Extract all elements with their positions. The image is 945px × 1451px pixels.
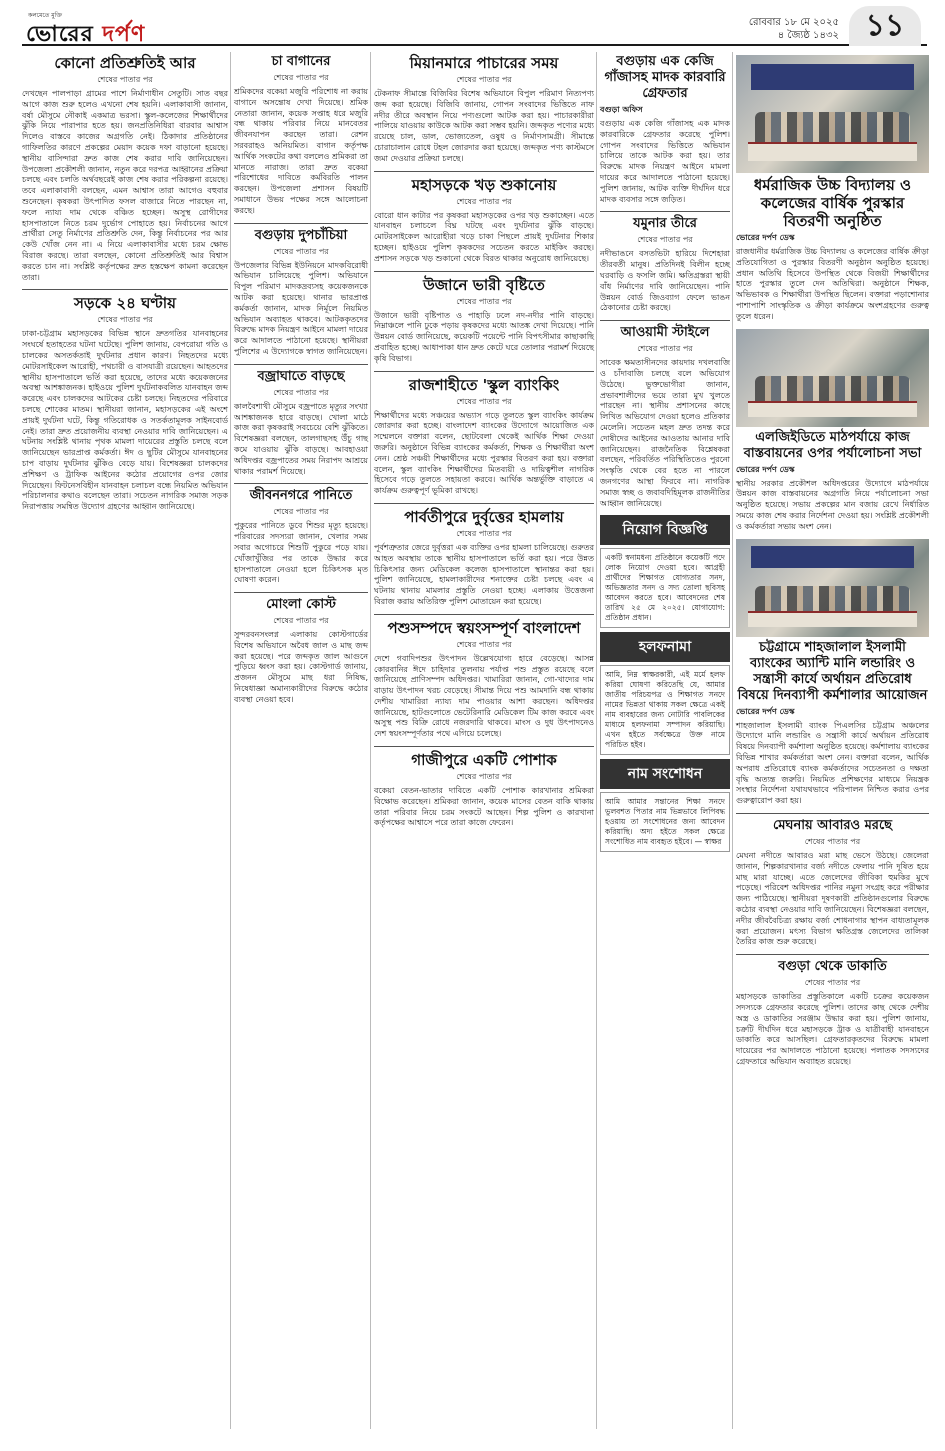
article bbox=[234, 369, 368, 478]
article-body: বকেয়া বেতন-ভাতার দাবিতে একটি পোশাক কারখানার শ্রমিকরা বিক্ষোভ করেছেন। শ্রমিকরা জানান, কয়েক মাসের বেতন বাকি থাকায় তারা পরিবার নিয়ে চরম সংকটে আছেন। শিল্প পুলিশ ও কারখানা কর্তৃপক্ষের আশ্বাসে পরে তারা কাজে ফেরেন। bbox=[374, 786, 594, 828]
byline: ভোরের দর্পণ ডেস্ক bbox=[736, 233, 795, 242]
column-divider bbox=[732, 52, 733, 1429]
byline: ভোরের দর্পণ ডেস্ক bbox=[736, 464, 795, 474]
brand-tagline: কলমেতে মুক্তি bbox=[28, 12, 63, 19]
article bbox=[374, 176, 594, 265]
notice-body: একটি স্বনামধন্য প্রতিষ্ঠানে কয়েকটি পদে লোক নিয়োগ দেওয়া হবে। আগ্রহী প্রার্থীদের শিক্ষাগত যোগ্যতার সনদ, অভিজ্ঞতার সনদ ও সদ্য তোলা ছবিসহ আবেদন করতে হবে। আবেদনের শেষ তারিখ ২৫ মে ২০২৫। যোগাযোগ: প্রতিষ্ঠান প্রধান। bbox=[600, 548, 730, 628]
headline: ধর্মরাজিক উচ্চ বিদ্যালয় ও কলেজের বার্ষিক পুরস্কার বিতরণী অনুষ্ঠিত bbox=[753, 176, 912, 230]
headline: বগুড়া থেকে ডাকাতি bbox=[778, 959, 887, 975]
article-body: বগুড়ায় এক কেজি গাঁজাসহ এক মাদক কারবারিকে গ্রেফতার করেছে পুলিশ। গোপন সংবাদের ভিত্তিতে অভিযান চালিয়ে তাকে আটক করা হয়। তার বিরুদ্ধে মাদক নিয়ন্ত্রণ আইনে মামলা দায়ের করে আদালতে পাঠানো হয়েছে। পুলিশ জানায়, আটক ব্যক্তি দীর্ঘদিন ধরে মাদক ব্যবসার সঙ্গে জড়িত। bbox=[600, 119, 730, 204]
photo-table bbox=[748, 401, 918, 417]
headline: রাজশাহীতে 'স্কুল ব্যাংকিং bbox=[408, 375, 560, 394]
logo-part-2: দর্পণ bbox=[102, 21, 146, 47]
headline: চা বাগানের bbox=[271, 54, 331, 69]
column-1 bbox=[22, 52, 228, 519]
article-body: পুকুরের পানিতে ডুবে শিশুর মৃত্যু হয়েছে। পরিবারের সদস্যরা জানান, খেলার সময় সবার অগোচরে শিশুটি পুকুরে পড়ে যায়। খোঁজাখুঁজির পর তাকে উদ্ধার করে হাসপাতালে নেওয়া হলে চিকিৎসক মৃত ঘোষণা করেন। bbox=[234, 521, 368, 585]
continued-label: শেষের পাতার পর bbox=[456, 639, 512, 649]
divider bbox=[234, 223, 368, 224]
photo-table bbox=[748, 142, 918, 161]
date-gregorian: রোববার ১৮ মে ২০২৫ bbox=[748, 17, 839, 28]
continued-label: শেষের পাতার পর bbox=[804, 978, 861, 988]
divider bbox=[736, 813, 929, 814]
article-body: দেখছেন পালপাড়া গ্রামের পাশে নির্মাণাধীন সেতুটি। সাত বছর আগে কাজ শুরু হলেও এখনো শেষ হয়নি। এলাকাবাসী জানান, বর্ষা মৌসুমে নৌকাই একমাত্র ভরসা। স্কুল-কলেজের শিক্ষার্থীদের ঝুঁকি নিয়ে পারাপার হতে হয়। জনপ্রতিনিধিরা বারবার আশ্বাস দিলেও বাস্তবে কাজের অগ্রগতি নেই। ঠিকাদার প্রতিষ্ঠানের গাফিলতির কারণে প্রকল্পের মেয়াদ কয়েক দফা বাড়ানো হয়েছে। স্থানীয় বাসিন্দারা দ্রুত কাজ শেষ করার দাবি জানিয়েছেন। উপজেলা প্রকৌশলী জানান, নতুন করে দরপত্র আহ্বানের প্রক্রিয়া চলছে এবং চলতি অর্থবছরেই কাজ শেষ করার পরিকল্পনা রয়েছে। তবে এলাকাবাসী বলছেন, এমন আশ্বাস তারা আগেও বহুবার শুনেছেন। কৃষকরা উৎপাদিত ফসল বাজারে নিতে পারছেন না, ফলে ন্যায্য দাম থেকে বঞ্চিত হচ্ছেন। অসুস্থ রোগীদের হাসপাতালে নিতে চরম দুর্ভোগ পোহাতে হয়। নির্বাচনের আগে প্রার্থীরা সেতু নির্মাণের প্রতিশ্রুতি দেন, কিন্তু নির্বাচনের পর আর কেউ খোঁজ নেন না। এ নিয়ে এলাকাবাসীর মধ্যে চরম ক্ষোভ বিরাজ করছে। তারা বলছেন, কোনো প্রতিশ্রুতিই আর বিশ্বাস করতে চান না। সংশ্লিষ্ট কর্তৃপক্ষের দ্রুত হস্তক্ষেপ কামনা করেছেন তারা। bbox=[22, 89, 228, 282]
headline: যমুনার তীরে bbox=[633, 216, 697, 232]
article-body: দেশে গবাদিপশুর উৎপাদন উল্লেখযোগ্য হারে বেড়েছে। আসন্ন কোরবানির ঈদে চাহিদার তুলনায় পর্যাপ্ত পশু প্রস্তুত রয়েছে বলে জানিয়েছে প্রাণিসম্পদ অধিদপ্তর। খামারিরা জানান, গো-খাদ্যের দাম বাড়ায় উৎপাদন খরচ বেড়েছে। সীমান্ত দিয়ে পশু আমদানি বন্ধ থাকায় দেশীয় খামারিরা ন্যায্য দাম পাওয়ার আশা করছেন। অধিদপ্তর জানিয়েছে, হাটগুলোতে ভেটেরিনারি মেডিকেল টিম কাজ করবে এবং অসুস্থ পশু বিক্রি রোধে নজরদারি থাকবে। মাংস ও দুধ উৎপাদনেও দেশ স্বয়ংসম্পূর্ণতার পথে এগিয়ে চলেছে। bbox=[374, 653, 594, 739]
continued-label: শেষের পাতার পর bbox=[804, 836, 861, 846]
issue-date bbox=[749, 16, 839, 42]
continued-label: শেষের পাতার পর bbox=[456, 396, 512, 406]
article bbox=[234, 488, 368, 586]
headline: এলজিইডিতে মাঠপর্যায়ে কাজ বাস্তবায়নের ওপর পর্যালোচনা সভা bbox=[743, 429, 922, 461]
article bbox=[374, 54, 594, 165]
column-3 bbox=[374, 52, 594, 835]
article bbox=[600, 325, 730, 509]
byline: বগুড়া অফিস bbox=[600, 105, 643, 114]
continued-label: শেষের পাতার পর bbox=[273, 246, 329, 256]
article bbox=[736, 430, 929, 533]
divider bbox=[600, 320, 730, 321]
article-body: ঢাকা-চট্টগ্রাম মহাসড়কের বিভিন্ন স্থানে দ্রুতগতির যানবাহনের সংঘর্ষে হতাহতের ঘটনা ঘটেছে। পুলিশ জানায়, বেপরোয়া গতি ও চালকের অসতর্কতাই দুর্ঘটনার প্রধান কারণ। নিহতদের মধ্যে মোটরসাইকেল আরোহী, পথচারী ও বাসযাত্রী রয়েছেন। আহতদের স্থানীয় হাসপাতালে ভর্তি করা হয়েছে, তাদের মধ্যে কয়েকজনের অবস্থা আশঙ্কাজনক। হাইওয়ে পুলিশ দুর্ঘটনাকবলিত যানবাহন জব্দ করেছে এবং চালকদের আটকের চেষ্টা চলছে। নিহতদের পরিবারে চলছে শোকের মাতম। স্থানীয়রা জানান, মহাসড়কের এই অংশে প্রায়ই দুর্ঘটনা ঘটে, কিন্তু গতিরোধক ও সতর্কতামূলক সাইনবোর্ড নেই। তারা দ্রুত প্রয়োজনীয় ব্যবস্থা নেওয়ার দাবি জানিয়েছেন। এ ঘটনায় সংশ্লিষ্ট থানায় পৃথক মামলা দায়েরের প্রস্তুতি চলছে বলে জানিয়েছেন ভারপ্রাপ্ত কর্মকর্তা। ঈদ ও ছুটির মৌসুমে যানবাহনের চাপ বাড়ায় দুর্ঘটনার ঝুঁকিও বেড়ে যায়। বিশেষজ্ঞরা চালকদের প্রশিক্ষণ ও ট্রাফিক আইনের কঠোর প্রয়োগের ওপর জোর দিয়েছেন। ফিটনেসবিহীন যানবাহন চলাচল বন্ধে নিয়মিত অভিযান পরিচালনার কথাও বলেছেন তারা। সচেতন নাগরিক সমাজ সড়ক নিরাপত্তায় সমন্বিত উদ্যোগ গ্রহণের আহ্বান জানিয়েছে। bbox=[22, 329, 228, 512]
headline: আওয়ামী স্টাইলে bbox=[620, 325, 710, 341]
column-divider bbox=[370, 52, 371, 1429]
article-body: উজানে ভারী বৃষ্টিপাত ও পাহাড়ি ঢলে নদ-নদীর পানি বাড়ছে। নিম্নাঞ্চলে পানি ঢুকে পড়ায় কৃষকদের মধ্যে আতঙ্ক দেখা দিয়েছে। পানি উন্নয়ন বোর্ড জানিয়েছে, কয়েকটি পয়েন্টে পানি বিপৎসীমার কাছাকাছি প্রবাহিত হচ্ছে। আধাপাকা ধান দ্রুত কেটে ঘরে তোলার পরামর্শ দিয়েছে কৃষি বিভাগ। bbox=[374, 310, 594, 363]
article-body: স্থানীয় সরকার প্রকৌশল অধিদপ্তরের উদ্যোগে মাঠপর্যায়ে উন্নয়ন কাজ বাস্তবায়নের অগ্রগতি নিয়ে পর্যালোচনা সভা অনুষ্ঠিত হয়েছে। সভায় প্রকল্পের মান বজায় রেখে নির্ধারিত সময়ে কাজ শেষ করার নির্দেশনা দেওয়া হয়। সংশ্লিষ্ট প্রকৌশলী ও কর্মকর্তারা সভায় অংশ নেন। bbox=[736, 478, 929, 531]
continued-label: শেষের পাতার পর bbox=[273, 73, 329, 82]
continued-label: শেষের পাতার পর bbox=[273, 507, 329, 517]
article bbox=[736, 176, 929, 323]
page-number: ১১ bbox=[849, 6, 921, 46]
photo-people bbox=[755, 586, 909, 613]
headline: গাজীপুরে একটি পোশাক bbox=[411, 751, 557, 770]
divider bbox=[374, 614, 594, 615]
meeting-photo bbox=[736, 329, 929, 427]
article bbox=[234, 228, 368, 358]
newspaper-logo bbox=[26, 17, 145, 54]
divider bbox=[234, 483, 368, 484]
column-4 bbox=[600, 52, 730, 856]
date-bengali: ৪ জ্যৈষ্ঠ ১৪৩২ bbox=[777, 30, 839, 41]
continued-label: শেষের পাতার পর bbox=[456, 528, 512, 538]
byline: ভোরের দর্পণ ডেস্ক bbox=[736, 706, 795, 716]
notice-heading: নিয়োগ বিজ্ঞপ্তি bbox=[600, 515, 730, 545]
headline: সড়কে ২৪ ঘণ্টায় bbox=[74, 294, 176, 313]
continued-label: শেষের পাতার পর bbox=[456, 296, 512, 306]
continued-label: শেষের পাতার পর bbox=[97, 315, 153, 325]
divider bbox=[374, 371, 594, 372]
article bbox=[374, 751, 594, 829]
column-divider bbox=[596, 52, 597, 1429]
headline: পশুসম্পদে স্বয়ংসম্পূর্ণ বাংলাদেশ bbox=[387, 618, 581, 637]
notice-body: আমি, নিম্ন স্বাক্ষরকারী, এই মর্মে হলফ করিয়া ঘোষণা করিতেছি যে, আমার জাতীয় পরিচয়পত্র ও শিক্ষাগত সনদে নামের ভিন্নতা থাকায় সকল ক্ষেত্রে একই নাম ব্যবহারের জন্য নোটারি পাবলিকের মাধ্যমে হলফনামা সম্পাদন করিয়াছি। এখন হইতে সর্বক্ষেত্রে উক্ত নামে পরিচিত হইব। bbox=[600, 665, 730, 755]
headline: মোংলা কোস্ট bbox=[266, 597, 336, 613]
headline: পার্বতীপুরে দুর্বৃত্তের হামলায় bbox=[404, 507, 564, 526]
photo-people bbox=[755, 112, 909, 145]
headline: জীবননগরে পানিতে bbox=[249, 488, 353, 504]
article bbox=[374, 276, 594, 365]
article-body: পূর্বশত্রুতার জেরে দুর্বৃত্তরা এক ব্যক্তির ওপর হামলা চালিয়েছে। গুরুতর আহত অবস্থায় তাকে স্থানীয় হাসপাতালে ভর্তি করা হয়। পরে উন্নত চিকিৎসার জন্য মেডিকেল কলেজ হাসপাতালে স্থানান্তর করা হয়। পুলিশ জানিয়েছে, হামলাকারীদের শনাক্তের চেষ্টা চলছে এবং এ ঘটনায় থানায় মামলার প্রস্তুতি নেওয়া হচ্ছে। এলাকায় উত্তেজনা বিরাজ করায় অতিরিক্ত পুলিশ মোতায়েন করা হয়েছে। bbox=[374, 542, 594, 606]
continued-label: শেষের পাতার পর bbox=[273, 616, 329, 626]
article bbox=[234, 597, 368, 706]
photo-table bbox=[748, 611, 918, 627]
continued-label: শেষের পাতার পর bbox=[456, 772, 512, 782]
headline: মেঘনায় আবারও মরছে bbox=[772, 817, 893, 833]
continued-label: শেষের পাতার পর bbox=[456, 75, 512, 84]
continued-label: শেষের পাতার পর bbox=[273, 387, 329, 397]
divider bbox=[374, 271, 594, 272]
continued-label: শেষের পাতার পর bbox=[456, 196, 512, 206]
headline: মিয়ানমারে পাচারের সময় bbox=[409, 54, 559, 72]
article bbox=[22, 294, 228, 513]
divider bbox=[374, 746, 594, 747]
article-body: কালবৈশাখী মৌসুমে বজ্রপাতে মৃত্যুর সংখ্যা আশঙ্কাজনক হারে বাড়ছে। খোলা মাঠে কাজ করা কৃষকরাই সবচেয়ে বেশি ঝুঁকিতে। বিশেষজ্ঞরা বলছেন, তালগাছসহ উঁচু গাছ কমে যাওয়ায় ঝুঁকি বাড়ছে। আবহাওয়া অধিদপ্তর বজ্রপাতের সময় নিরাপদ আশ্রয়ে থাকার পরামর্শ দিয়েছে। bbox=[234, 401, 368, 476]
photo-people bbox=[755, 376, 909, 403]
article-body: রাজধানীর ধর্মরাজিক উচ্চ বিদ্যালয় ও কলেজের বার্ষিক ক্রীড়া প্রতিযোগিতা ও পুরস্কার বিতরণী অনুষ্ঠান অনুষ্ঠিত হয়েছে। প্রধান অতিথি হিসেবে উপস্থিত থেকে বিজয়ী শিক্ষার্থীদের হাতে পুরস্কার তুলে দেন অতিথিরা। অনুষ্ঠানে শিক্ষক, অভিভাবক ও শিক্ষার্থীরা উপস্থিত ছিলেন। বক্তারা পড়াশোনার পাশাপাশি সাংস্কৃতিক ও ক্রীড়া কার্যক্রমে অংশগ্রহণের গুরুত্ব তুলে ধরেন। bbox=[736, 247, 929, 321]
article-body: শ্রমিকদের বকেয়া মজুরি পরিশোধ না করায় বাগানে অসন্তোষ দেখা দিয়েছে। শ্রমিক নেতারা জানান, কয়েক সপ্তাহ ধরে মজুরি বন্ধ থাকায় পরিবার নিয়ে মানবেতর জীবনযাপন করছেন তারা। রেশন সরবরাহও অনিয়মিত। বাগান কর্তৃপক্ষ আর্থিক সংকটের কথা বললেও শ্রমিকরা তা মানতে নারাজ। তারা দ্রুত বকেয়া পরিশোধের দাবিতে কর্মবিরতি পালন করছেন। উপজেলা প্রশাসন বিষয়টি সমাধানে উভয় পক্ষের সঙ্গে আলোচনা করছে। bbox=[234, 87, 368, 215]
headline: বগুড়ায় এক কেজি গাঁজাসহ মাদক কারবারি গ্রেফতার bbox=[604, 54, 726, 101]
masthead bbox=[22, 10, 927, 46]
divider bbox=[234, 592, 368, 593]
article bbox=[374, 508, 594, 608]
column-2 bbox=[234, 52, 368, 712]
continued-label: শেষের পাতার পর bbox=[637, 344, 693, 354]
continued-label: শেষের পাতার পর bbox=[97, 75, 153, 84]
article-body: সাবেক ক্ষমতাসীনদের কায়দায় দখলবাজি ও চাঁদাবাজি চলছে বলে অভিযোগ উঠেছে। ভুক্তভোগীরা জানান, প্রভাবশালীদের ভয়ে তারা মুখ খুলতে পারছেন না। স্থানীয় প্রশাসনের কাছে লিখিত অভিযোগ দেওয়া হলেও প্রতিকার মেলেনি। সচেতন মহল দ্রুত তদন্ত করে দোষীদের আইনের আওতায় আনার দাবি জানিয়েছেন। রাজনৈতিক বিশ্লেষকরা বলছেন, পরিবর্তিত পরিস্থিতিতেও পুরনো সংস্কৃতি থেকে বের হতে না পারলে জনগণের আস্থা ফিরবে না। নাগরিক সমাজ স্বচ্ছ ও জবাবদিহিমূলক রাজনীতির আহ্বান জানিয়েছে। bbox=[600, 358, 730, 508]
article bbox=[234, 54, 368, 217]
divider bbox=[22, 289, 228, 290]
workshop-photo bbox=[736, 539, 929, 637]
article-body: শিক্ষার্থীদের মধ্যে সঞ্চয়ের অভ্যাস গড়ে তুলতে স্কুল ব্যাংকিং কার্যক্রম জোরদার করা হচ্ছে। বাংলাদেশ ব্যাংকের উদ্যোগে আয়োজিত এক সম্মেলনে বক্তারা বলেন, ছোটবেলা থেকেই আর্থিক শিক্ষা দেওয়া জরুরি। অনুষ্ঠানে বিভিন্ন ব্যাংকের কর্মকর্তা, শিক্ষক ও শিক্ষার্থীরা অংশ নেন। শ্রেষ্ঠ সঞ্চয়ী শিক্ষার্থীদের মধ্যে পুরস্কার বিতরণ করা হয়। বক্তারা বলেন, স্কুল ব্যাংকিং শিক্ষার্থীদের মিতব্যয়ী ও দায়িত্বশীল নাগরিক হিসেবে গড়ে তুলতে সহায়তা করবে। আর্থিক অন্তর্ভুক্তি বাড়াতে এ কার্যক্রম গুরুত্বপূর্ণ ভূমিকা রাখছে। bbox=[374, 410, 594, 496]
article-body: উপজেলার বিভিন্ন ইউনিয়নে মাদকবিরোধী অভিযান চালিয়েছে পুলিশ। অভিযানে বিপুল পরিমাণ মাদকদ্রব্যসহ কয়েকজনকে আটক করা হয়েছে। থানার ভারপ্রাপ্ত কর্মকর্তা জানান, মাদক নির্মূলে নিয়মিত অভিযান অব্যাহত থাকবে। আটককৃতদের বিরুদ্ধে মাদক নিয়ন্ত্রণ আইনে মামলা দায়ের করে আদালতে পাঠানো হয়েছে। স্থানীয়রা পুলিশের এ উদ্যোগকে স্বাগত জানিয়েছেন। bbox=[234, 260, 368, 356]
article bbox=[374, 619, 594, 740]
continued-label: শেষের পাতার পর bbox=[637, 235, 693, 245]
headline: উজানে ভারী বৃষ্টিতে bbox=[423, 275, 545, 294]
article bbox=[374, 376, 594, 497]
headline: চট্টগ্রামে শাহজালাল ইসলামী ব্যাংকের অ্যান্টি মানি লন্ডারিং ও সন্ত্রাসী কার্যে অর্থায়ন প্রতিরোধ বিষয়ে দিনব্যাপী কর্মশালার আয়োজন bbox=[737, 639, 928, 703]
article bbox=[736, 818, 929, 948]
notice-heading: হলফনামা bbox=[600, 632, 730, 662]
article bbox=[600, 216, 730, 314]
column-divider bbox=[230, 52, 231, 1429]
divider bbox=[600, 211, 730, 212]
photo-banner bbox=[751, 546, 913, 568]
article bbox=[736, 959, 929, 1068]
article bbox=[736, 640, 929, 807]
headline: মহাসড়কে খড় শুকানোয় bbox=[411, 175, 557, 194]
article-body: শাহজালাল ইসলামী ব্যাংক পিএলসির চট্টগ্রাম অঞ্চলের উদ্যোগে মানি লন্ডারিং ও সন্ত্রাসী কার্যে অর্থায়ন প্রতিরোধ বিষয়ে দিনব্যাপী কর্মশালা অনুষ্ঠিত হয়েছে। কর্মশালায় ব্যাংকের বিভিন্ন শাখার কর্মকর্তারা অংশ নেন। বক্তারা বলেন, আর্থিক অপরাধ প্রতিরোধে ব্যাংক কর্মকর্তাদের সচেতনতা ও দক্ষতা বৃদ্ধি অত্যন্ত জরুরি। নিয়মিত প্রশিক্ষণের মাধ্যমে নিয়ন্ত্রক সংস্থার নির্দেশনা যথাযথভাবে পরিপালন নিশ্চিত করার ওপর গুরুত্বারোপ করা হয়। bbox=[736, 720, 929, 806]
divider bbox=[374, 503, 594, 504]
divider bbox=[374, 171, 594, 172]
notice-heading: নাম সংশোধন bbox=[600, 759, 730, 789]
headline: বগুড়ায় দুপচাঁচিয়া bbox=[254, 227, 348, 243]
notice-body: আমি আমার সন্তানের শিক্ষা সনদে ভুলবশত পিতার নাম ভিন্নভাবে লিপিবদ্ধ হওয়ায় তা সংশোধনের জন্য আবেদন করিয়াছি। অদ্য হইতে সকল ক্ষেত্রে সংশোধিত নাম ব্যবহৃত হইবে। — স্বাক্ষর bbox=[600, 792, 730, 852]
logo-part-1: ভোরের bbox=[26, 21, 103, 47]
article bbox=[600, 54, 730, 205]
headline: কোনো প্রতিশ্রুতিই আর bbox=[54, 54, 196, 72]
divider bbox=[234, 364, 368, 365]
article-body: সুন্দরবনসংলগ্ন এলাকায় কোস্টগার্ডের বিশেষ অভিযানে অবৈধ জাল ও মাছ জব্দ করা হয়েছে। পরে জব্দকৃত জাল আগুনে পুড়িয়ে ধ্বংস করা হয়। কোস্টগার্ড জানায়, প্রজনন মৌসুমে মাছ ধরা নিষিদ্ধ, নিষেধাজ্ঞা অমান্যকারীদের বিরুদ্ধে কঠোর ব্যবস্থা নেওয়া হবে। bbox=[234, 630, 368, 704]
article-body: টেকনাফ সীমান্তে বিজিবির বিশেষ অভিযানে বিপুল পরিমাণ নিত্যপণ্য জব্দ করা হয়েছে। বিজিবি জানায়, গোপন সংবাদের ভিত্তিতে নাফ নদীর তীরে অবস্থান নিয়ে পণ্যগুলো আটক করা হয়। পাচারকারীরা পালিয়ে যাওয়ায় কাউকে আটক করা সম্ভব হয়নি। জব্দকৃত পণ্যের মধ্যে রয়েছে চাল, ডাল, ভোজ্যতেল, ওষুধ ও নির্মাণসামগ্রী। সীমান্তে চোরাচালান রোধে টহল জোরদার করা হয়েছে। জব্দকৃত পণ্য কাস্টমসে জমা দেওয়ার প্রক্রিয়া চলছে। bbox=[374, 89, 594, 163]
article bbox=[22, 54, 228, 283]
divider bbox=[736, 954, 929, 955]
article-body: মহাসড়কে ডাকাতির প্রস্তুতিকালে একটি চক্রের কয়েকজন সদস্যকে গ্রেফতার করেছে পুলিশ। তাদের কাছ থেকে দেশীয় অস্ত্র ও ডাকাতির সরঞ্জাম উদ্ধার করা হয়। পুলিশ জানায়, চক্রটি দীর্ঘদিন ধরে মহাসড়কে ট্রাক ও যাত্রীবাহী যানবাহনে ডাকাতি করে আসছিল। গ্রেফতারকৃতদের বিরুদ্ধে মামলা দায়েরের পর আদালতে পাঠানো হয়েছে। পলাতক সদস্যদের গ্রেফতারে অভিযান অব্যাহত রয়েছে। bbox=[736, 992, 929, 1066]
article-body: মেঘনা নদীতে আবারও মরা মাছ ভেসে উঠছে। জেলেরা জানান, শিল্পকারখানার বর্জ্য নদীতে ফেলায় পানি দূষিত হয়ে মাছ মারা যাচ্ছে। এতে জেলেদের জীবিকা হুমকির মুখে পড়েছে। পরিবেশ অধিদপ্তর পানির নমুনা সংগ্রহ করে পরীক্ষার জন্য পাঠিয়েছে। স্থানীয়রা দূষণকারী প্রতিষ্ঠানগুলোর বিরুদ্ধে কঠোর ব্যবস্থা নেওয়ার দাবি জানিয়েছেন। বিশেষজ্ঞরা বলছেন, নদীর জীববৈচিত্র্য রক্ষায় বর্জ্য শোধনাগার স্থাপন বাধ্যতামূলক করা প্রয়োজন। মৎস্য বিভাগ ক্ষতিগ্রস্ত জেলেদের তালিকা তৈরির কাজ শুরু করেছে। bbox=[736, 850, 929, 947]
article-body: নদীভাঙনে বসতভিটা হারিয়ে দিশেহারা তীরবর্তী মানুষ। প্রতিদিনই বিলীন হচ্ছে ঘরবাড়ি ও ফসলি জমি। ক্ষতিগ্রস্তরা স্থায়ী বাঁধ নির্মাণের দাবি জানিয়েছেন। পানি উন্নয়ন বোর্ড জিওব্যাগ ফেলে ভাঙন ঠেকানোর চেষ্টা করছে। bbox=[600, 249, 730, 313]
event-photo bbox=[736, 55, 929, 173]
article-body: বোরো ধান কাটার পর কৃষকরা মহাসড়কের ওপর খড় শুকাচ্ছেন। এতে যানবাহন চলাচলে বিঘ্ন ঘটছে এবং দুর্ঘটনার ঝুঁকি বাড়ছে। মোটরসাইকেল আরোহীরা খড়ে চাকা পিছলে প্রায়ই দুর্ঘটনার শিকার হচ্ছেন। হাইওয়ে পুলিশ কৃষকদের সচেতন করতে মাইকিং করছে। প্রশাসন সড়কে খড় শুকানো থেকে বিরত থাকার অনুরোধ জানিয়েছে। bbox=[374, 210, 594, 263]
photo-banner bbox=[751, 64, 913, 90]
headline: বজ্রাঘাতে বাড়ছে bbox=[257, 368, 345, 384]
column-5 bbox=[736, 52, 929, 1074]
